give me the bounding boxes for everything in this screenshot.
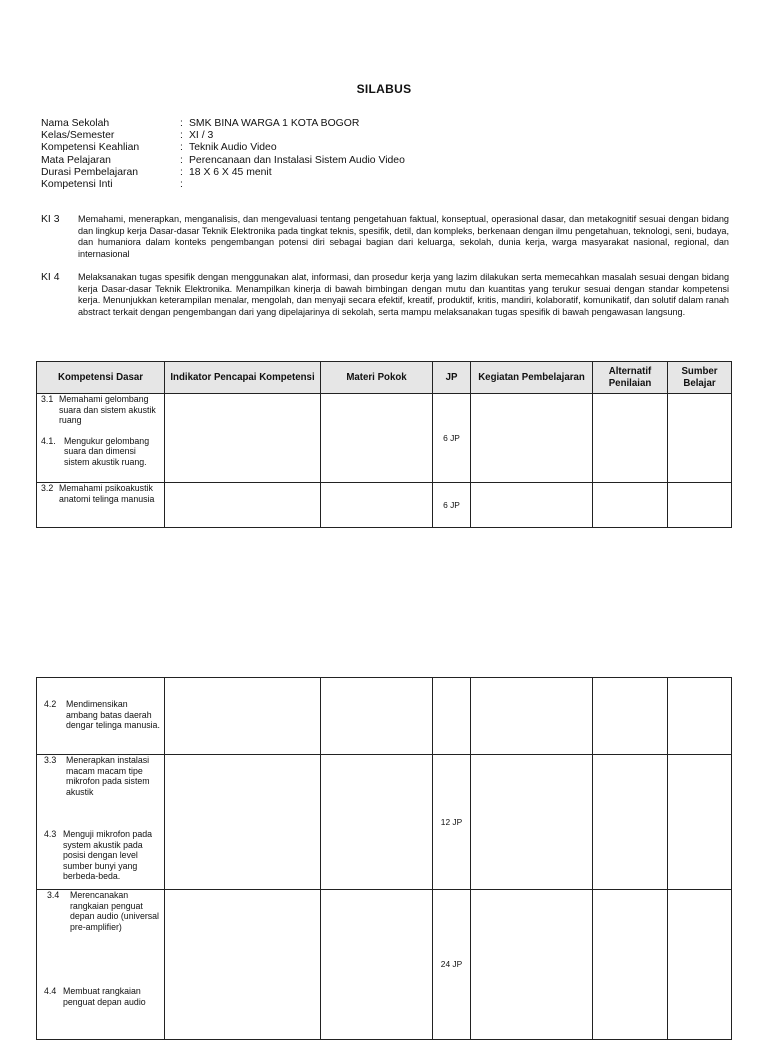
kd-cell (37, 890, 165, 1040)
indicator-cell (165, 678, 321, 755)
info-label: Kompetensi Inti (41, 179, 113, 191)
info-block (41, 118, 405, 191)
jp-cell: 6 JP (433, 394, 471, 483)
kd-number: 4.3 (44, 829, 57, 839)
info-row (41, 179, 405, 191)
syllabus-table-continued (36, 677, 732, 1040)
activity-cell (471, 483, 593, 528)
kd-number: 3.3 (44, 755, 57, 765)
ki-paragraph (41, 272, 729, 319)
info-row (41, 130, 405, 142)
source-cell (668, 394, 732, 483)
document-title: SILABUS (356, 82, 412, 96)
info-value: 18 X 6 X 45 menit (189, 166, 272, 178)
table-row (37, 890, 732, 1040)
info-row (41, 167, 405, 179)
info-colon: : (180, 154, 183, 166)
material-cell (321, 890, 433, 1040)
kd-item (40, 829, 161, 882)
assessment-cell (593, 890, 668, 1040)
kd-number: 3.2 (41, 483, 54, 493)
kd-text: Memahami gelombang suara dan sistem akustik ruang (59, 394, 156, 425)
table-row (37, 755, 732, 890)
kd-number: 4.4 (44, 986, 57, 996)
material-cell (321, 678, 433, 755)
kd-item (40, 483, 161, 504)
assessment-cell (593, 678, 668, 755)
info-colon: : (180, 118, 183, 129)
header-cell: JP (433, 362, 471, 394)
kd-text: Mendimensikan ambang batas daerah dengar telinga manusia. (66, 699, 160, 730)
kd-cell (37, 678, 165, 755)
source-cell (668, 483, 732, 528)
info-value: Perencanaan dan Instalasi Sistem Audio Video (189, 154, 405, 166)
jp-cell: 6 JP (433, 483, 471, 528)
table-row (37, 483, 732, 528)
kd-item (40, 394, 161, 426)
assessment-cell (593, 755, 668, 890)
info-colon: : (180, 142, 183, 154)
info-colon: : (180, 179, 183, 191)
info-label: Kelas/Semester (41, 130, 115, 142)
kd-number: 4.1. (41, 435, 56, 446)
activity-cell (471, 394, 593, 483)
info-colon: : (180, 130, 183, 142)
kd-number: 4.2 (44, 699, 57, 709)
source-cell (668, 890, 732, 1040)
indicator-cell (165, 483, 321, 528)
info-value: XI / 3 (189, 130, 214, 142)
source-cell (668, 678, 732, 755)
kd-text: Membuat rangkaian penguat depan audio (63, 986, 146, 1007)
activity-cell (471, 678, 593, 755)
info-row (41, 142, 405, 154)
kd-text: Menerapkan instalasi macam macam tipe mikrofon pada sistem akustik (66, 755, 150, 797)
ki-text: Melaksanakan tugas spesifik dengan menggunakan alat, informasi, dan prosedur kerja yang lazim dilakukan serta memecahkan masalah sesuai dengan bidang kerja Dasar-dasar Teknik Elektronika. Menampilkan kinerja di bawah bimbingan dengan mutu dan kuantitas yang terukur sesuai dengan standar kompetensi kerja. Menunjukkan keterampilan menalar, mengolah, dan menyaji secara efektif, kreatif, produktif, kritis, mandiri, kolaboratif, komunikatif, dan solutif dalam ranah abstract terkait dengan pengembangan dari yang dipelajarinya di sekolah, serta mampu melaksanakan tugas spesifik di bawah pengawasan langsung. (78, 272, 729, 318)
kd-text: Mengukur gelombang suara dan dimensi sistem akustik ruang. (64, 435, 150, 467)
info-label: Nama Sekolah (41, 118, 110, 129)
kd-text: Memahami psikoakustik anatomi telinga manusia (59, 483, 155, 504)
header-cell: Materi Pokok (321, 362, 433, 394)
syllabus-table (36, 361, 732, 528)
jp-cell (433, 678, 471, 755)
info-value: SMK BINA WARGA 1 KOTA BOGOR (189, 118, 360, 129)
source-cell (668, 755, 732, 890)
assessment-cell (593, 483, 668, 528)
material-cell (321, 394, 433, 483)
table-row (37, 394, 732, 483)
kd-text: Menguji mikrofon pada system akustik pada posisi dengan level sumber bunyi yang berbeda-beda. (63, 829, 152, 881)
kd-item (40, 986, 161, 1007)
kd-number: 3.4 (47, 890, 60, 900)
info-label: Mata Pelajaran (41, 154, 111, 166)
activity-cell (471, 890, 593, 1040)
assessment-cell (593, 394, 668, 483)
kd-item (40, 436, 161, 468)
info-label: Kompetensi Keahlian (41, 142, 140, 154)
kd-number: 3.1 (41, 394, 54, 404)
kd-cell (37, 394, 165, 483)
kd-text: Merencanakan rangkaian penguat depan audio (universal pre-amplifier) (70, 890, 160, 932)
kd-item (40, 890, 161, 932)
indicator-cell (165, 890, 321, 1040)
info-label: Durasi Pembelajaran (41, 166, 139, 178)
header-cell: Kegiatan Pembelajaran (471, 362, 593, 394)
table-row (37, 678, 732, 755)
table-header-row (37, 362, 732, 394)
material-cell (321, 483, 433, 528)
info-value: Teknik Audio Video (189, 142, 277, 154)
material-cell (321, 755, 433, 890)
jp-cell: 12 JP (433, 755, 471, 890)
indicator-cell (165, 755, 321, 890)
kd-item (40, 755, 161, 797)
header-cell: Kompetensi Dasar (37, 362, 165, 394)
ki-code: KI 4 (41, 272, 60, 283)
ki-text: Memahami, menerapkan, menganalisis, dan mengevaluasi tentang pengetahuan faktual, konseptual, operasional dasar, dan metakognitif sesuai dengan bidang dan lingkup kerja Dasar-dasar Teknik Elektronika pada tingkat teknis, spesifik, detil, dan kompleks, berkenaan dengan ilmu pengetahuan, teknologi, seni, budaya, dan humaniora dalam konteks pengembangan potensi diri sebagai bagian dari keluarga, sekolah, dunia kerja, warga masyarakat nasional, regional, dan internasional (78, 214, 729, 260)
indicator-cell (165, 394, 321, 483)
kd-cell (37, 755, 165, 890)
ki-code: KI 3 (41, 214, 60, 225)
info-colon: : (180, 166, 183, 178)
kd-cell (37, 483, 165, 528)
info-row (41, 118, 405, 130)
kd-item (40, 699, 161, 731)
ki-paragraph (41, 214, 729, 261)
header-cell: Alternatif Penilaian (593, 362, 668, 394)
jp-cell: 24 JP (433, 890, 471, 1040)
info-row (41, 155, 405, 167)
header-cell: Indikator Pencapai Kompetensi (165, 362, 321, 394)
header-cell: Sumber Belajar (668, 362, 732, 394)
activity-cell (471, 755, 593, 890)
